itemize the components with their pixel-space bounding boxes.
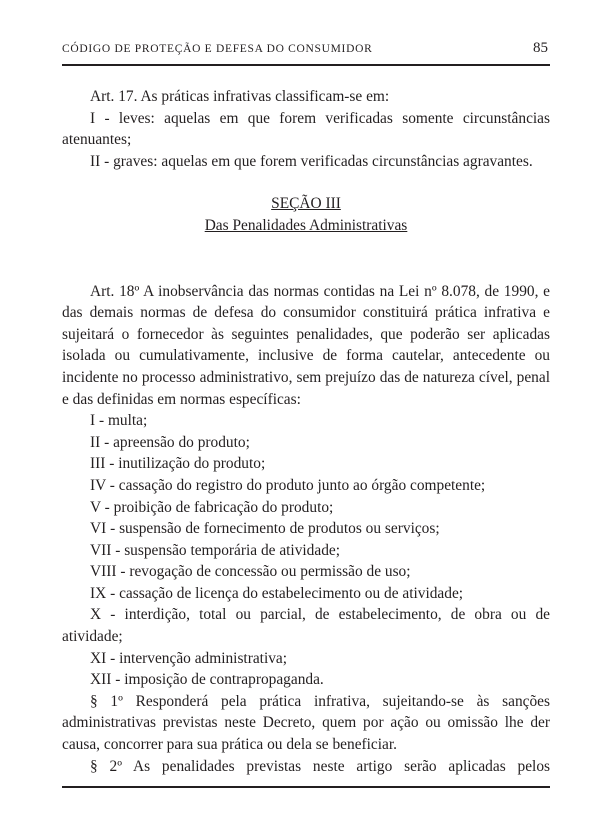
running-title: CÓDIGO DE PROTEÇÃO E DEFESA DO CONSUMIDOR: [62, 43, 373, 55]
item-num: V -: [90, 498, 110, 516]
art18-item: [62, 432, 550, 454]
item-text: apreensão do produto;: [109, 433, 250, 451]
art18-item: [62, 475, 550, 497]
art18-item: [62, 540, 550, 562]
item-text: imposição de contrapropaganda.: [120, 671, 324, 689]
art17-item-2: II - graves: aquelas em que forem verificadas circunstâncias agravantes.: [90, 152, 533, 170]
item-text: cassação do registro do produto junto ao órgão competente;: [114, 476, 486, 494]
art17-intro: Art. 17. As práticas infrativas classificam-se em:: [90, 88, 390, 105]
item-text: revogação de concessão ou permissão de uso;: [125, 563, 411, 581]
item-num: IX -: [90, 584, 116, 602]
item-text: interdição, total ou parcial, de estabelecimento, de obra ou de atividade;: [62, 606, 550, 646]
footer-rule: [62, 786, 550, 788]
item-num: VI -: [90, 520, 116, 538]
art18-item: [62, 518, 550, 540]
section-title: Das Penalidades Administrativas: [204, 216, 408, 234]
item-num: III -: [90, 455, 115, 473]
item-num: X -: [90, 606, 116, 624]
item-text: multa;: [104, 412, 148, 430]
art17-item-1: I - leves: aquelas em que forem verificadas somente circunstâncias atenuantes;: [62, 109, 550, 149]
header-rule: [62, 64, 550, 66]
item-num: II -: [90, 433, 110, 451]
art18-item: [62, 604, 550, 647]
art18-item: [62, 583, 550, 605]
item-num: VIII -: [90, 563, 126, 581]
item-num: IV -: [90, 476, 115, 494]
running-header: [62, 40, 550, 62]
item-text: suspensão temporária de atividade;: [120, 541, 341, 559]
art18-paragraph-1: § 1º Responderá pela prática infrativa, sujeitando-se às sanções administrativas previstas neste Decreto, quem por ação ou omissão lhe der causa, concorrer para sua prática ou dela se beneficiar.: [62, 692, 550, 754]
art18-item: [62, 410, 550, 432]
page-body: [62, 86, 550, 777]
item-num: I -: [90, 412, 105, 430]
art18-item: [62, 497, 550, 519]
item-num: VII -: [90, 541, 121, 559]
item-text: cassação de licença do estabelecimento ou de atividade;: [115, 584, 464, 602]
section-number: SEÇÃO III: [271, 195, 341, 213]
item-text: intervenção administrativa;: [115, 649, 288, 667]
item-text: suspensão de fornecimento de produtos ou serviços;: [115, 520, 440, 538]
art18-item: [62, 453, 550, 475]
art18-item: [62, 648, 550, 670]
art18-item: [62, 669, 550, 691]
art18-paragraph-2: § 2º As penalidades previstas neste artigo serão aplicadas pelos: [90, 757, 550, 775]
item-text: proibição de fabricação do produto;: [109, 498, 334, 516]
section-heading: [62, 193, 550, 236]
art18-intro: Art. 18º A inobservância das normas contidas na Lei nº 8.078, de 1990, e das demais normas de defesa do consumidor constituirá prática infrativa e sujeitará o fornecedor às seguintes penalidades, que poderão ser aplicadas isolada ou cumulativamente, inclusive de forma cautelar, antecedente ou incidente no processo administrativo, sem prejuízo das de natureza cível, penal e das definidas em normas específicas:: [62, 282, 550, 408]
item-num: XII -: [90, 671, 121, 689]
item-num: XI -: [90, 649, 116, 667]
item-text: inutilização do produto;: [114, 455, 266, 473]
art18-item: [62, 561, 550, 583]
page-number: 85: [533, 40, 548, 56]
